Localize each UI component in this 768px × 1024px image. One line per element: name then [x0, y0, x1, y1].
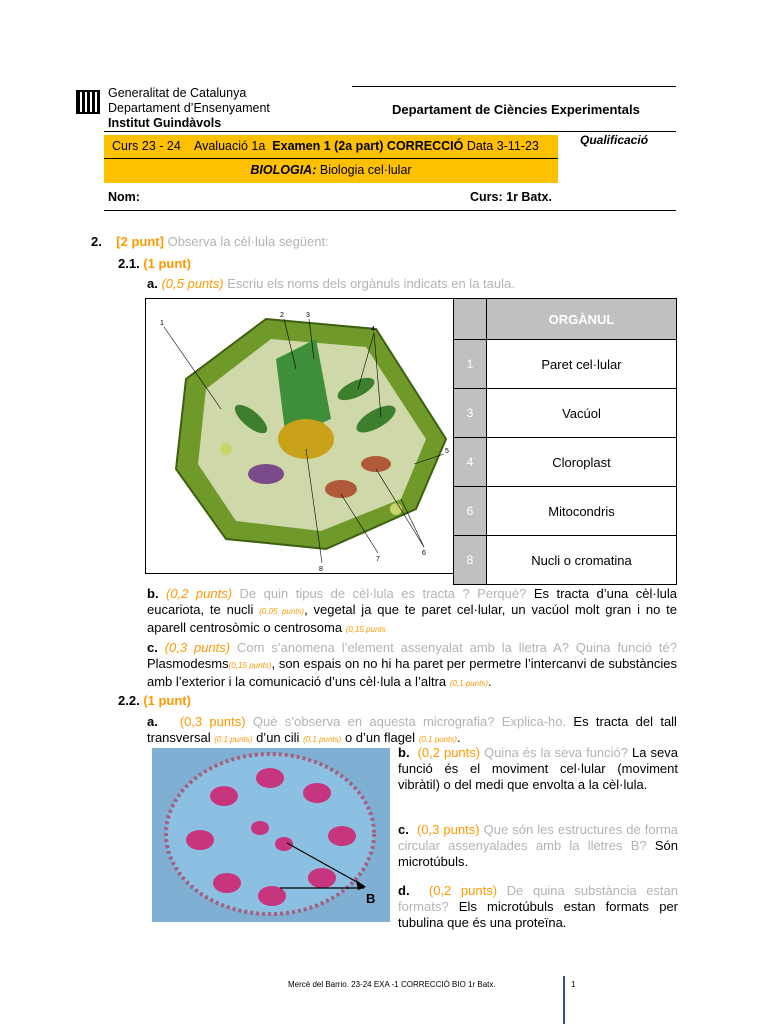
course-text: Curs 23 - 24 — [112, 139, 181, 153]
qualification-label: Qualificació — [580, 133, 649, 147]
plant-cell-figure — [145, 298, 453, 574]
q22b-block: b. (0,2 punts) Quina és la seva funció? La seva funció és el moviment cel·lular (moviment vibràtil) o del medi que envolta a la cèl·lula. — [398, 745, 678, 792]
cell-label-3: 3 — [306, 312, 310, 319]
org-line1: Generalitat de Catalunya — [108, 86, 247, 100]
q22a-block: a. (0,3 punts) Què s’observa en aquesta micrografia? Explica-ho. Es tracta del tall transversal (0,1 punts) d’un cili (0,1 punts) o d’un flagel (0,1 punts). — [147, 714, 677, 745]
table-row: 4 Cloroplast — [454, 438, 677, 487]
table-row: 6 Mitocondris — [454, 487, 677, 536]
q21a-prompt: a. (0,5 punts) Escriu els noms dels orgànuls indicats en la taula. — [147, 276, 515, 291]
name-label: Nom: — [108, 190, 140, 204]
cell-label-6: 6 — [422, 550, 426, 557]
subject-text: BIOLOGIA: — [250, 163, 317, 177]
cell-label-5: 5 — [445, 448, 449, 455]
micrograph-label-b: B — [366, 891, 376, 906]
school-name: Institut Guindàvols — [108, 116, 222, 130]
q21c-block: c. (0,3 punts) Com s’anomena l’element assenyalat amb la lletra A? Quina funció té? Plasmodesms(0,15 punts), son espais on no hi ha paret per permetre l’intercanvi de substàncies amb l’exterior i la comunicació d’uns cèl·lula a l’altra (0,1 punts). — [147, 640, 677, 689]
cell-label-7: 7 — [376, 556, 380, 563]
course-label: Curs: 1r Batx. — [470, 190, 552, 204]
exam-bar — [104, 135, 558, 183]
department-title: Departament de Ciències Experimentals — [392, 102, 640, 117]
table-row: 3 Vacúol — [454, 389, 677, 438]
footer-text: Mercè del Barrio. 23-24 EXA -1 CORRECCIÓ BIO 1r Batx. — [288, 980, 496, 989]
q22d-block: d. (0,2 punts) De quina substància estan formats? Els microtúbuls estan formats per tubulina que és una proteïna. — [398, 883, 679, 930]
generalitat-logo — [76, 86, 100, 116]
organelle-table — [453, 298, 677, 585]
cell-label-4: 4 — [371, 326, 375, 333]
cell-label-8: 8 — [319, 566, 323, 573]
exam-text: Examen 1 (2a part) CORRECCIÓ — [272, 139, 464, 153]
evaluation-text: Avaluació 1a — [193, 139, 266, 153]
subject-detail: Biologia cel·lular — [319, 163, 412, 177]
cell-label-1: 1 — [160, 320, 164, 327]
org-line2: Departament d’Ensenyament — [108, 101, 270, 115]
q21-heading: 2.1. (1 punt) — [118, 256, 191, 271]
table-row: 1 Paret cel·lular — [454, 340, 677, 389]
date-text: Data 3-11-23 — [466, 139, 539, 153]
q21b-block: b. (0,2 punts) De quin tipus de cèl·lula es tracta ? Perquè? Es tracta d’una cèl·lula eucariota, te nucli (0,05 punts), vegetal ja que te paret cel·lular, un vacúol molt gran i no te aparell centrosòmic o centrosoma (0,15 punts — [147, 586, 677, 635]
table-row: 8 Nucli o cromatina — [454, 536, 677, 585]
table-header: ORGÀNUL — [487, 299, 677, 340]
footer-divider — [563, 976, 565, 1024]
cilium-micrograph — [152, 748, 390, 922]
q22-heading: 2.2. (1 punt) — [118, 693, 191, 708]
page-number: 1 — [571, 980, 576, 989]
cell-label-2: 2 — [280, 312, 284, 319]
q22c-block: c. (0,3 punts) Que són les estructures de forma circular assenyalades amb la lletres B? Són microtúbuls. — [398, 822, 678, 869]
q2-heading: 2. [2 punt] Observa la cèl·lula següent: — [91, 234, 329, 249]
